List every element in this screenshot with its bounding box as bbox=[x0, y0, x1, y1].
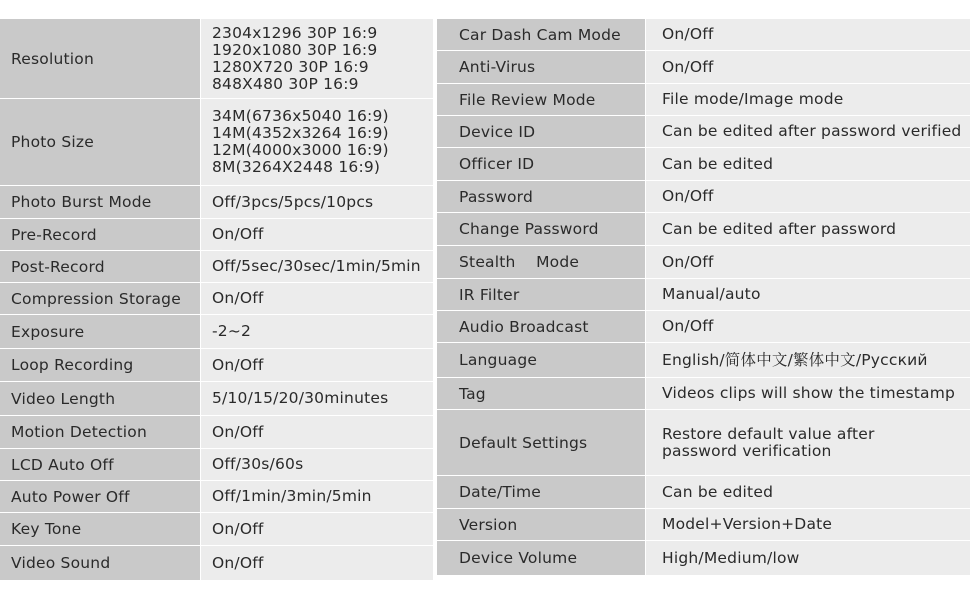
spec-label: Video Sound bbox=[0, 546, 200, 580]
spec-label: IR Filter bbox=[437, 279, 645, 310]
spec-value bbox=[645, 84, 970, 115]
spec-label: Anti-Virus bbox=[437, 51, 645, 83]
spec-value-line: 2304x1296 30P 16:9 bbox=[212, 23, 378, 42]
spec-value-line: On/Off bbox=[662, 25, 714, 43]
spec-value bbox=[645, 51, 970, 83]
spec-row-date-time bbox=[437, 476, 970, 509]
spec-value-line: 1280X720 30P 16:9 bbox=[212, 57, 369, 76]
spec-label: Stealth Mode bbox=[437, 246, 645, 278]
spec-row-language bbox=[437, 343, 970, 378]
spec-row-anti-virus bbox=[437, 51, 970, 84]
spec-label: Resolution bbox=[0, 19, 200, 98]
spec-value bbox=[645, 311, 970, 342]
spec-value bbox=[200, 99, 433, 185]
spec-row-lcd-auto-off bbox=[0, 449, 433, 481]
spec-row-motion-detection bbox=[0, 416, 433, 449]
spec-value bbox=[200, 349, 433, 381]
spec-value bbox=[200, 382, 433, 415]
spec-value-line: High/Medium/low bbox=[662, 548, 800, 567]
spec-row-pre-record bbox=[0, 219, 433, 251]
spec-value bbox=[645, 509, 970, 540]
spec-value bbox=[645, 279, 970, 310]
spec-label: Date/Time bbox=[437, 476, 645, 508]
spec-label: Compression Storage bbox=[0, 283, 200, 314]
spec-value-line: On/Off bbox=[662, 187, 714, 205]
spec-row-car-dash-cam-mode bbox=[437, 19, 970, 51]
spec-label: Device Volume bbox=[437, 541, 645, 575]
spec-value-line: Can be edited bbox=[662, 154, 774, 173]
spec-label: Photo Size bbox=[0, 99, 200, 185]
spec-value-line: 1920x1080 30P 16:9 bbox=[212, 40, 378, 59]
spec-label: Password bbox=[437, 181, 645, 212]
spec-value bbox=[200, 251, 433, 282]
spec-row-video-length bbox=[0, 382, 433, 416]
spec-value-line: On/Off bbox=[662, 57, 714, 76]
spec-value bbox=[200, 19, 433, 98]
spec-value-line: -2~2 bbox=[212, 322, 252, 340]
spec-value bbox=[645, 181, 970, 212]
spec-value bbox=[645, 541, 970, 575]
spec-value bbox=[645, 343, 970, 377]
spec-label: Version bbox=[437, 509, 645, 540]
spec-value-line: Manual/auto bbox=[662, 285, 761, 303]
spec-value-line: Off/3pcs/5pcs/10pcs bbox=[212, 192, 374, 211]
spec-value-line: On/Off bbox=[212, 289, 264, 307]
spec-row-post-record bbox=[0, 251, 433, 283]
spec-row-key-tone bbox=[0, 513, 433, 546]
spec-value-line: Restore default value after bbox=[662, 424, 875, 443]
spec-label: Key Tone bbox=[0, 513, 200, 545]
spec-value-line: On/Off bbox=[662, 252, 714, 271]
spec-value bbox=[645, 476, 970, 508]
spec-value bbox=[645, 213, 970, 245]
spec-value bbox=[200, 513, 433, 545]
spec-label: Photo Burst Mode bbox=[0, 186, 200, 218]
spec-row-audio-broadcast bbox=[437, 311, 970, 343]
spec-value-line: Can be edited after password verified bbox=[662, 122, 962, 140]
spec-value bbox=[200, 186, 433, 218]
spec-value-line: 5/10/15/20/30minutes bbox=[212, 389, 389, 407]
spec-value bbox=[200, 315, 433, 348]
spec-label: Device ID bbox=[437, 116, 645, 147]
spec-row-device-volume bbox=[437, 541, 970, 576]
spec-value bbox=[200, 283, 433, 314]
spec-label: Car Dash Cam Mode bbox=[437, 19, 645, 50]
spec-row-stealth-mode bbox=[437, 246, 970, 279]
spec-label: Loop Recording bbox=[0, 349, 200, 381]
spec-value bbox=[645, 148, 970, 180]
spec-value-line: 8M(3264X2448 16:9) bbox=[212, 158, 381, 176]
spec-row-file-review-mode bbox=[437, 84, 970, 116]
spec-row-auto-power-off bbox=[0, 481, 433, 513]
spec-value-line: Off/5sec/30sec/1min/5min bbox=[212, 257, 421, 275]
left-spec-table bbox=[0, 19, 433, 581]
spec-value-line: password verification bbox=[662, 441, 832, 460]
spec-row-version bbox=[437, 509, 970, 541]
spec-label: Change Password bbox=[437, 213, 645, 245]
spec-value-line: English/简体中文/繁体中文/Русский bbox=[662, 350, 928, 369]
spec-label: LCD Auto Off bbox=[0, 449, 200, 480]
spec-label: File Review Mode bbox=[437, 84, 645, 115]
spec-value-line: 848X480 30P 16:9 bbox=[212, 74, 359, 93]
spec-label: Motion Detection bbox=[0, 416, 200, 448]
spec-label: Language bbox=[437, 343, 645, 377]
spec-value-line: On/Off bbox=[212, 225, 264, 243]
spec-row-change-password bbox=[437, 213, 970, 246]
spec-row-tag bbox=[437, 378, 970, 410]
spec-row-exposure bbox=[0, 315, 433, 349]
spec-value bbox=[645, 410, 970, 475]
spec-label: Officer ID bbox=[437, 148, 645, 180]
spec-value-line: Can be edited bbox=[662, 482, 774, 501]
spec-value-line: On/Off bbox=[212, 355, 264, 374]
spec-value-line: 14M(4352x3264 16:9) bbox=[212, 124, 389, 142]
spec-row-loop-recording bbox=[0, 349, 433, 382]
right-spec-table bbox=[437, 19, 970, 576]
spec-row-video-sound bbox=[0, 546, 433, 581]
spec-value-line: File mode/Image mode bbox=[662, 90, 844, 108]
spec-value-line: Videos clips will show the timestamp bbox=[662, 384, 956, 402]
spec-label: Post-Record bbox=[0, 251, 200, 282]
spec-value bbox=[200, 416, 433, 448]
spec-value-line: Off/1min/3min/5min bbox=[212, 487, 372, 505]
spec-label: Exposure bbox=[0, 315, 200, 348]
spec-value-line: 12M(4000x3000 16:9) bbox=[212, 141, 389, 159]
spec-value-line: Can be edited after password bbox=[662, 219, 897, 238]
spec-label: Pre-Record bbox=[0, 219, 200, 250]
spec-label: Default Settings bbox=[437, 410, 645, 475]
spec-label: Audio Broadcast bbox=[437, 311, 645, 342]
spec-value-line: Off/30s/60s bbox=[212, 455, 304, 473]
spec-label: Auto Power Off bbox=[0, 481, 200, 512]
spec-row-photo-size bbox=[0, 99, 433, 186]
spec-row-officer-id bbox=[437, 148, 970, 181]
spec-row-default-settings bbox=[437, 410, 970, 476]
spec-value bbox=[645, 116, 970, 147]
spec-value bbox=[200, 481, 433, 512]
spec-value bbox=[200, 546, 433, 580]
spec-row-ir-filter bbox=[437, 279, 970, 311]
spec-label: Video Length bbox=[0, 382, 200, 415]
spec-row-photo-burst-mode bbox=[0, 186, 433, 219]
spec-value-line: Model+Version+Date bbox=[662, 515, 833, 533]
spec-value-line: On/Off bbox=[212, 519, 264, 538]
spec-value bbox=[645, 378, 970, 409]
spec-row-compression-storage bbox=[0, 283, 433, 315]
spec-value bbox=[645, 246, 970, 278]
spec-value-line: On/Off bbox=[662, 317, 714, 335]
spec-value-line: On/Off bbox=[212, 553, 264, 572]
spec-value bbox=[200, 219, 433, 250]
spec-value-line: 34M(6736x5040 16:9) bbox=[212, 107, 389, 125]
spec-row-device-id bbox=[437, 116, 970, 148]
spec-value bbox=[645, 19, 970, 50]
spec-row-resolution bbox=[0, 19, 433, 99]
spec-value bbox=[200, 449, 433, 480]
spec-row-password bbox=[437, 181, 970, 213]
spec-value-line: On/Off bbox=[212, 422, 264, 441]
spec-label: Tag bbox=[437, 378, 645, 409]
